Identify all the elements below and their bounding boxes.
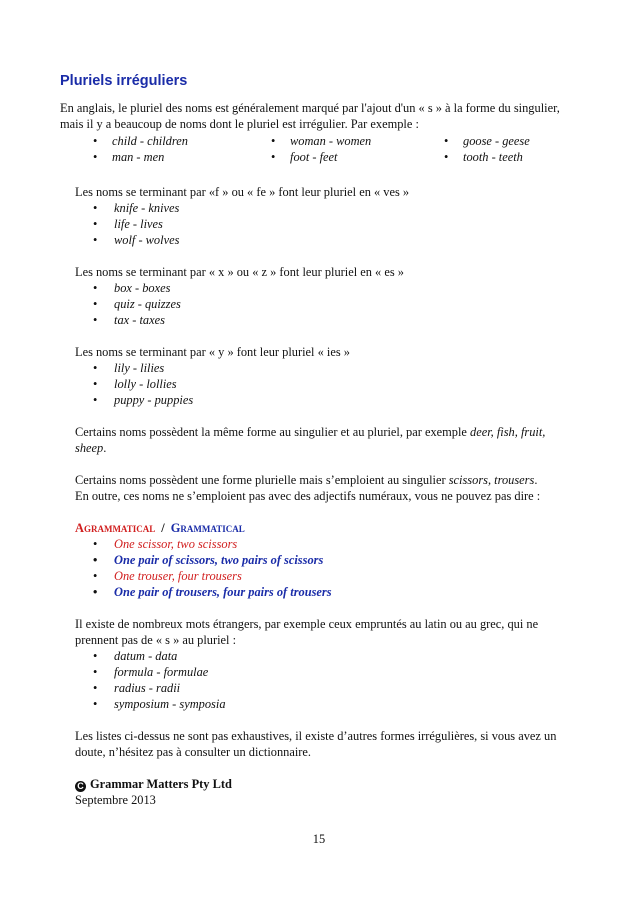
section-foreign <box>75 616 575 712</box>
example-item: • foot - feet <box>271 150 338 164</box>
grammar-list <box>75 536 575 600</box>
list-item: • tax - taxes <box>93 312 575 328</box>
example-words: deer, fish, fruit, sheep <box>75 425 546 455</box>
list-item: • quiz - quizzes <box>93 296 575 312</box>
section-text: Certains noms possèdent une forme plurielle mais s’emploient au singulier scissors, trousers. <box>75 473 538 487</box>
section-text: Les noms se terminant par « x » ou « z » font leur pluriel en « es » <box>75 265 404 279</box>
section-text: Certains noms possèdent la même forme au singulier et au pluriel, par exemple deer, fish, fruit, sheep. <box>75 425 546 455</box>
list-item: • formula - formulae <box>93 664 575 680</box>
list-item: • lily - lilies <box>93 360 575 376</box>
copyright-icon: C <box>75 781 86 792</box>
example-item: • tooth - teeth <box>444 150 523 164</box>
list-item: • radius - radii <box>93 680 575 696</box>
section-closing <box>75 728 575 760</box>
example-list <box>75 200 575 248</box>
example-list <box>75 360 575 408</box>
closing-paragraph: Les listes ci-dessus ne sont pas exhaustives, il existe d’autres formes irrégulières, si vous avez un doute, n’hésitez pas à consulter un dictionnaire. <box>75 729 557 759</box>
example-item: • child - children <box>93 134 188 148</box>
section-same-form <box>75 424 575 456</box>
section-es <box>75 264 575 328</box>
section-ves <box>75 184 575 248</box>
list-item: • puppy - puppies <box>93 392 575 408</box>
list-item: • life - lives <box>93 216 575 232</box>
list-item: • box - boxes <box>93 280 575 296</box>
main-content <box>75 184 575 824</box>
list-item: • datum - data <box>93 648 575 664</box>
example-words: scissors, trousers <box>448 473 535 487</box>
intro-paragraph: En anglais, le pluriel des noms est généralement marqué par l'ajout d'un « s » à la forme du singulier, mais il y a beaucoup de noms dont le pluriel est irrégulier. Par exemple : <box>60 101 560 131</box>
company-name: Grammar Matters Pty Ltd <box>90 777 232 791</box>
example-list <box>75 280 575 328</box>
footer-block <box>75 776 575 808</box>
list-item: • knife - knives <box>93 200 575 216</box>
section-text: Les noms se terminant par « y » font leur pluriel « ies » <box>75 345 350 359</box>
agrammatical-example: • One trouser, four trousers <box>93 568 575 584</box>
section-plural-only <box>75 472 575 504</box>
example-list <box>75 648 575 712</box>
list-item: • symposium - symposia <box>93 696 575 712</box>
intro-block <box>60 100 580 166</box>
grammatical-label: Grammatical <box>170 521 245 535</box>
example-item: • man - men <box>93 150 165 164</box>
examples-grid <box>60 132 580 166</box>
list-item: • lolly - lollies <box>93 376 575 392</box>
example-item: • goose - geese <box>444 134 530 148</box>
section-text: En outre, ces noms ne s’emploient pas avec des adjectifs numéraux, vous ne pouvez pas dire : <box>75 489 541 503</box>
grammar-heading: Agrammatical / Grammatical <box>75 521 245 535</box>
section-text: Les noms se terminant par «f » ou « fe » font leur pluriel en « ves » <box>75 185 410 199</box>
agrammatical-example: • One scissor, two scissors <box>93 536 575 552</box>
publication-date: Septembre 2013 <box>75 793 156 807</box>
section-text: Il existe de nombreux mots étrangers, par exemple ceux empruntés au latin ou au grec, qui ne prennent pas de « s » au pluriel : <box>75 617 539 647</box>
agrammatical-label: Agrammatical <box>75 521 156 535</box>
section-grammar <box>75 520 575 600</box>
grammatical-example: • One pair of trousers, four pairs of trousers <box>93 584 575 600</box>
copyright-line <box>75 776 575 792</box>
section-ies <box>75 344 575 408</box>
grammatical-example: • One pair of scissors, two pairs of scissors <box>93 552 575 568</box>
page-title: Pluriels irréguliers <box>60 73 188 89</box>
page-number: 15 <box>312 832 326 846</box>
list-item: • wolf - wolves <box>93 232 575 248</box>
example-item: • woman - women <box>271 134 372 148</box>
